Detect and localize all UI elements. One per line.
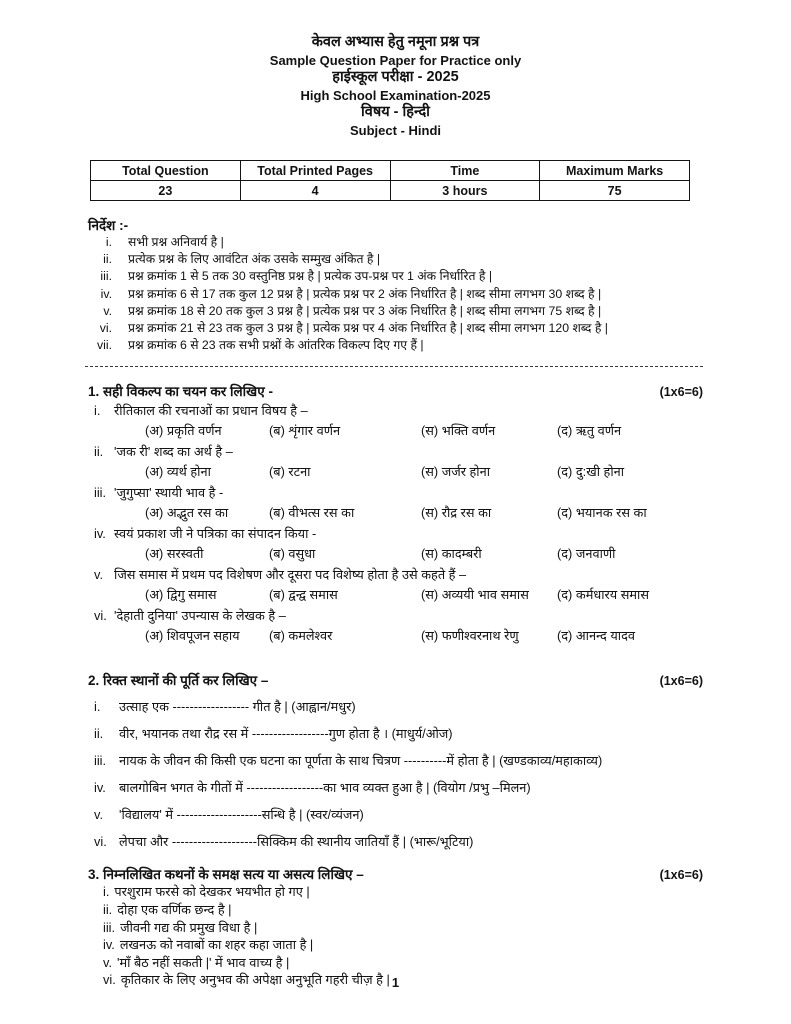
option-d: (द) जनवाणी	[557, 546, 616, 562]
instruction-item	[88, 337, 703, 354]
fill-blank-item	[94, 832, 703, 851]
col-maximum-marks: Maximum Marks	[540, 161, 690, 181]
instruction-text: प्रश्न क्रमांक 21 से 23 तक कुल 3 प्रश्न है | प्रत्येक प्रश्न पर 4 अंक निर्धारित है | शब्द सीमा लगभग 120 शब्द है |	[128, 321, 608, 336]
mcq-question	[94, 442, 703, 462]
mcq-options	[145, 462, 703, 482]
page-number: 1	[391, 975, 400, 990]
section1-title: 1. सही विकल्प का चयन कर लिखिए -	[88, 384, 273, 400]
option-a: (अ) सरस्वती	[145, 546, 204, 562]
subject-english: Subject - Hindi	[350, 122, 441, 138]
option-d: (द) आनन्द यादव	[557, 628, 636, 644]
option-b: (ब) वसुधा	[269, 546, 316, 562]
section3-marks: (1x6=6)	[659, 868, 703, 883]
question-text: रीतिकाल की रचनाओं का प्रधान विषय है –	[114, 403, 308, 419]
instruction-number: vii.	[96, 338, 112, 353]
table-value-row	[91, 181, 690, 201]
question-text: स्वयं प्रकाश जी ने पत्रिका का संपादन किया -	[114, 526, 317, 542]
question-number: v.	[94, 567, 104, 583]
question-number: i.	[94, 699, 101, 715]
question-text: दोहा एक वर्णिक छन्द है |	[117, 902, 232, 918]
option-b: (ब) वीभत्स रस का	[269, 505, 355, 521]
question-number: ii.	[103, 902, 113, 918]
option-a: (अ) व्यर्थ होना	[145, 464, 211, 480]
mcq-options	[145, 585, 703, 605]
question-number: iii.	[94, 485, 107, 501]
option-c: (स) भक्ति वर्णन	[421, 423, 496, 439]
question-text: जिस समास में प्रथम पद विशेषण और दूसरा पद विशेष्य होता है उसे कहते हैं –	[114, 567, 467, 583]
exam-name-english: High School Examination-2025	[300, 87, 491, 103]
question-text: नायक के जीवन की किसी एक घटना का पूर्णता के साथ चित्रण ----------में होता है | (खण्डकाव्य/महाकाव्य)	[119, 753, 603, 769]
instruction-item	[88, 251, 703, 268]
dashed-separator	[85, 366, 703, 367]
question-number: v.	[103, 954, 113, 970]
paper-title-hindi: केवल अभ्यास हेतु नमूना प्रश्न पत्र	[311, 34, 480, 50]
fill-blank-item	[94, 697, 703, 716]
instruction-item	[88, 286, 703, 303]
instruction-item	[88, 320, 703, 337]
true-false-item	[103, 936, 703, 954]
section1-marks: (1x6=6)	[659, 385, 703, 400]
instruction-number: iv.	[100, 286, 112, 301]
question-text: उत्साह एक ------------------ गीत है | (आह्वान/मधुर)	[119, 699, 356, 715]
instruction-text: प्रश्न क्रमांक 6 से 17 तक कुल 12 प्रश्न है | प्रत्येक प्रश्न पर 2 अंक निर्धारित है | शब्द सीमा लगभग 30 शब्द है |	[128, 286, 602, 301]
question-number: iv.	[103, 937, 115, 953]
val-time: 3 hours	[390, 181, 540, 201]
true-false-item	[103, 883, 703, 901]
question-text: लखनऊ को नवाबों का शहर कहा जाता है |	[119, 937, 314, 953]
option-c: (स) फणीश्वरनाथ रेणु	[421, 628, 519, 644]
true-false-item	[103, 954, 703, 972]
option-d: (द) भयानक रस का	[557, 505, 647, 521]
paper-header	[88, 34, 703, 139]
option-d: (द) कर्मधारय समास	[557, 587, 650, 603]
option-c: (स) कादम्बरी	[421, 546, 482, 562]
instructions-title: निर्देश :-	[88, 218, 129, 233]
option-b: (ब) रटना	[269, 464, 311, 480]
section2-marks: (1x6=6)	[659, 674, 703, 689]
question-text: बालगोबिन भगत के गीतों में ------------------का भाव व्यक्त हुआ है | (वियोग /प्रभु –मिलन)	[119, 780, 531, 796]
question-text: 'देहाती दुनिया' उपन्यास के लेखक है –	[114, 608, 286, 624]
option-c: (स) जर्जर होना	[421, 464, 491, 480]
exam-info-table	[90, 160, 690, 201]
option-c: (स) अव्ययी भाव समास	[421, 587, 529, 603]
question-text: लेपचा और --------------------सिक्किम की स्थानीय जातियाँ हैं | (भारू/भूटिया)	[119, 834, 474, 850]
fill-blank-item	[94, 724, 703, 743]
fill-blank-item	[94, 778, 703, 797]
question-number: ii.	[94, 726, 104, 742]
option-a: (अ) अद्भुत रस का	[145, 505, 229, 521]
question-number: i.	[94, 403, 101, 419]
instruction-item	[88, 303, 703, 320]
option-a: (अ) द्विगु समास	[145, 587, 217, 603]
question-number: iv.	[94, 780, 106, 796]
exam-name-hindi: हाईस्कूल परीक्षा - 2025	[332, 69, 459, 85]
instruction-text: प्रत्येक प्रश्न के लिए आवंटित अंक उसके सम्मुख अंकित है |	[128, 252, 381, 267]
mcq-question	[94, 565, 703, 585]
question-text: वीर, भयानक तथा रौद्र रस में ------------------गुण होता है । (माधुर्य/ओज)	[119, 726, 453, 742]
mcq-options	[145, 503, 703, 523]
mcq-question	[94, 401, 703, 421]
fill-blank-item	[94, 751, 703, 770]
question-number: iii.	[94, 753, 107, 769]
val-total-printed-pages: 4	[240, 181, 390, 201]
section2-title: 2. रिक्त स्थानों की पूर्ति कर लिखिए –	[88, 673, 269, 689]
instruction-number: ii.	[103, 252, 112, 267]
instruction-number: v.	[103, 303, 112, 318]
col-total-printed-pages: Total Printed Pages	[240, 161, 390, 181]
section3-heading	[88, 865, 703, 883]
question-text: 'माँ बैठ नहीं सकती |' में भाव वाच्य है |	[117, 954, 290, 970]
question-text: 'जक री' शब्द का अर्थ है –	[114, 444, 233, 460]
question-number: vi.	[94, 834, 107, 850]
mcq-options	[145, 626, 703, 646]
instruction-text: सभी प्रश्न अनिवार्य है |	[128, 235, 224, 249]
question-number: iii.	[103, 919, 116, 935]
fill-blank-item	[94, 805, 703, 824]
question-number: ii.	[94, 444, 104, 460]
instruction-text: प्रश्न क्रमांक 6 से 23 तक सभी प्रश्नों के आंतरिक विकल्प दिए गए हैं |	[128, 338, 424, 353]
section1-heading	[88, 382, 703, 400]
instruction-text: प्रश्न क्रमांक 1 से 5 तक 30 वस्तुनिष्ठ प्रश्न है | प्रत्येक उप-प्रश्न पर 1 अंक निर्धारित है |	[128, 269, 493, 284]
instructions-list	[88, 234, 703, 354]
option-a: (अ) शिवपूजन सहाय	[145, 628, 240, 644]
val-total-question: 23	[91, 181, 241, 201]
mcq-options	[145, 544, 703, 564]
option-d: (द) ऋतु वर्णन	[557, 423, 622, 439]
section3-title: 3. निम्नलिखित कथनों के समक्ष सत्य या असत्य लिखिए –	[88, 867, 364, 883]
mcq-options	[145, 421, 703, 441]
question-number: i.	[103, 884, 110, 900]
col-total-question: Total Question	[91, 161, 241, 181]
question-number: vi.	[103, 972, 116, 988]
section2-heading	[88, 671, 703, 689]
option-b: (ब) शृंगार वर्णन	[269, 423, 341, 439]
subject-hindi: विषय - हिन्दी	[361, 104, 430, 120]
question-number: iv.	[94, 526, 106, 542]
instruction-text: प्रश्न क्रमांक 18 से 20 तक कुल 3 प्रश्न है | प्रत्येक प्रश्न पर 3 अंक निर्धारित है | शब्द सीमा लगभग 75 शब्द है |	[128, 303, 602, 318]
paper-title-english: Sample Question Paper for Practice only	[269, 52, 522, 68]
mcq-question	[94, 606, 703, 626]
instruction-item	[88, 234, 703, 251]
option-a: (अ) प्रकृति वर्णन	[145, 423, 222, 439]
option-c: (स) रौद्र रस का	[421, 505, 492, 521]
table-header-row	[91, 161, 690, 181]
question-text: परशुराम फरसे को देखकर भयभीत हो गए |	[114, 884, 310, 900]
instruction-number: i.	[105, 235, 112, 249]
instruction-item	[88, 268, 703, 285]
mcq-question	[94, 483, 703, 503]
option-d: (द) दु:खी होना	[557, 464, 625, 480]
question-text: 'जुगुप्सा' स्थायी भाव है -	[114, 485, 224, 501]
question-text: 'विद्यालय' में --------------------सन्धि है | (स्वर/व्यंजन)	[119, 807, 364, 823]
question-text: जीवनी गद्य की प्रमुख विधा है |	[120, 919, 258, 935]
true-false-item	[103, 901, 703, 919]
val-maximum-marks: 75	[540, 181, 690, 201]
instruction-number: iii.	[100, 269, 112, 284]
question-number: vi.	[94, 608, 107, 624]
mcq-question	[94, 524, 703, 544]
col-time: Time	[390, 161, 540, 181]
option-b: (ब) कमलेश्वर	[269, 628, 333, 644]
question-number: v.	[94, 807, 104, 823]
instruction-number: vi.	[99, 321, 112, 336]
question-text: कृतिकार के लिए अनुभव की अपेक्षा अनुभूति गहरी चीज़ है |	[120, 972, 390, 988]
option-b: (ब) द्वन्द्व समास	[269, 587, 338, 603]
true-false-item	[103, 919, 703, 937]
